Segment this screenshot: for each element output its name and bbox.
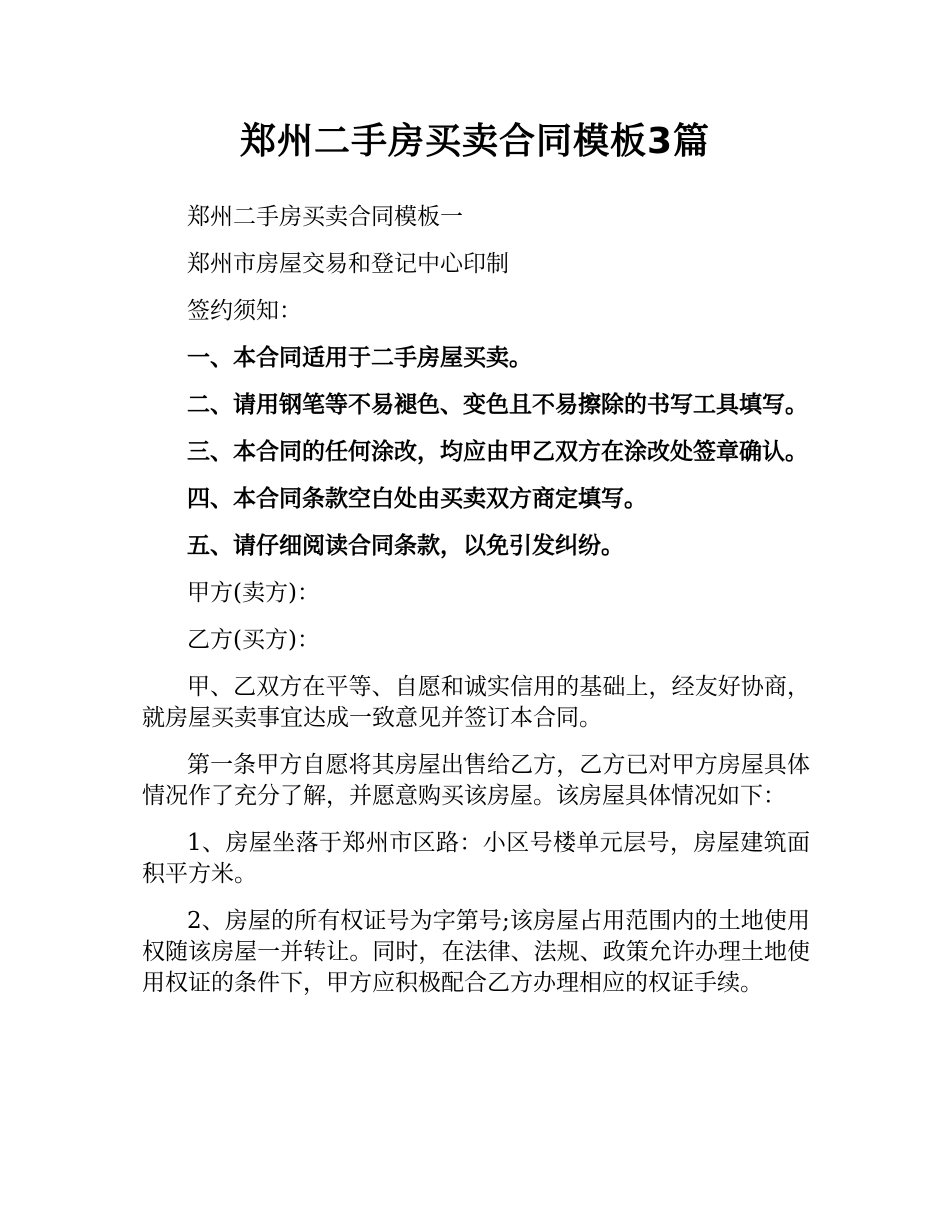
- notice-item: 一、本合同适用于二手房屋买卖。: [187, 345, 532, 371]
- clause-paragraph: 第一条甲方自愿将其房屋出售给乙方，乙方已对甲方房屋具体情况作了充分了解，并愿意购买该房屋。该房屋具体情况如下：: [142, 752, 810, 809]
- document-body: [142, 202, 810, 1015]
- clause-paragraph: 1、房屋坐落于郑州市区路：小区号楼单元层号，房屋建筑面积平方米。: [142, 830, 810, 887]
- notice-item: 五、请仔细阅读合同条款，以免引发纠纷。: [187, 533, 624, 559]
- document-title: 郑州二手房买卖合同模板3篇: [239, 121, 711, 162]
- notice-item: 四、本合同条款空白处由买卖双方商定填写。: [187, 486, 647, 512]
- notice-item: 三、本合同的任何涂改，均应由甲乙双方在涂改处签章确认。: [187, 439, 808, 465]
- paragraph: 郑州市房屋交易和登记中心印制: [187, 251, 509, 277]
- party-seller: 甲方(卖方)：: [187, 580, 320, 606]
- paragraph: 签约须知：: [187, 298, 302, 324]
- paragraph: 郑州二手房买卖合同模板一: [187, 204, 463, 230]
- paragraph: 甲、乙双方在平等、自愿和诚实信用的基础上，经友好协商，就房屋买卖事宜达成一致意见并签订本合同。: [142, 674, 810, 731]
- party-buyer: 乙方(买方)：: [187, 627, 320, 653]
- clause-paragraph: 2、房屋的所有权证号为字第号;该房屋占用范围内的土地使用权随该房屋一并转让。同时，在法律、法规、政策允许办理土地使用权证的条件下，甲方应积极配合乙方办理相应的权证手续。: [142, 908, 810, 996]
- notice-item: 二、请用钢笔等不易褪色、变色且不易擦除的书写工具填写。: [187, 392, 808, 418]
